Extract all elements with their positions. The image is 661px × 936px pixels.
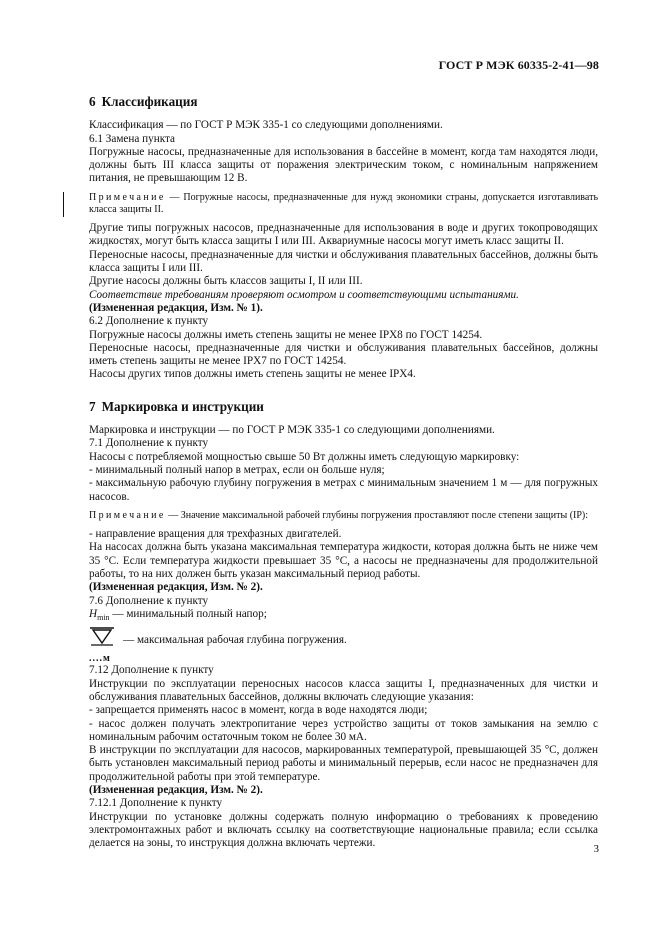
s7-paragraph: Инструкции по установке должны содержать полную информацию о требованиях к проведению электромонтажных работ и включать ссылку на соответствующие национальные правила; если ссылка делается на зоны, то инструкция должна включать чертежи. [89,810,598,850]
s6-clause-6-1: 6.1 Замена пункта [89,132,175,145]
hmin-subscript: min [97,613,110,623]
s7-list-item: - насос должен получать электропитание через устройство защиты от токов замыкания на землю с номинальным рабочим остаточным током не более 30 мА. [89,717,598,743]
page-number: 3 [593,843,599,855]
section-6-heading [89,95,598,108]
page-content [89,95,598,851]
s7-intro: Маркировка и инструкции — по ГОСТ Р МЭК 335-1 со следующими дополнениями. [89,424,495,437]
s6-note-label: Примечание [89,191,166,203]
hmin-letter: H [89,607,98,620]
s7-amendment: (Измененная редакция, Изм. № 2). [89,784,263,797]
section-7-heading [89,400,598,413]
standard-header: ГОСТ Р МЭК 60335-2-41—98 [438,58,599,72]
s7-clause-7-6: 7.6 Дополнение к пункту [89,594,209,607]
s6-intro: Классификация — по ГОСТ Р МЭК 335-1 со следующими дополнениями. [89,119,443,132]
s6-paragraph: Переносные насосы, предназначенные для чистки и обслуживания плавательных бассейнов, должны иметь степень защиты не менее IPX7 по ГОСТ 14254. [89,341,598,368]
hmin-text: — минимальный полный напор; [109,607,267,620]
s7-amendment: (Измененная редакция, Изм. № 2). [89,581,263,594]
s7-note-text: — Значение максимальной рабочей глубины погружения проставляют после степени защиты (IP): [165,509,589,521]
s7-list-item: - направление вращения для трехфазных двигателей. [89,528,342,541]
s7-clause-7-1: 7.1 Дополнение к пункту [89,437,209,450]
s6-amendment: (Измененная редакция, Изм. № 1). [89,301,263,314]
s7-paragraph: В инструкции по эксплуатации для насосов, маркированных температурой, превышающей 35 °С, должен быть установлен максимальный период работы и минимальный перерыв, если насос не предназначен для продолжительной работы при этой температуре. [89,744,598,783]
s7-list-item: - максимальную рабочую глубину погружения в метрах с минимальным значением 1 м — для погружных насосов. [89,477,598,503]
depth-symbol-row [89,624,598,665]
s7-note [89,510,598,522]
s7-paragraph: На насосах должна быть указана максимальная температура жидкости, которая должна быть не ниже чем 35 °С. Если температура жидкости превышает 35 °С, а насосы не предназначены для продолжительной работы, то на них должен быть указан максимальный период работы. [89,541,598,580]
hmin-line [89,608,598,625]
s6-paragraph: Другие типы погружных насосов, предназначенные для использования в воде и других токопроводящих жидкостях, могут быть класса защиты I или III. Аквариумные насосы могут иметь класс защиты II. [89,222,598,248]
s6-paragraph: Другие насосы должны быть классов защиты I, II или III. [89,275,363,288]
s6-paragraph: Переносные насосы, предназначенные для чистки и обслуживания плавательных бассейнов, должны быть класса защиты I или III. [89,248,598,275]
s6-paragraph: Погружные насосы должны иметь степень защиты не менее IPX8 по ГОСТ 14254. [89,328,483,341]
section-7-title: Маркировка и инструкции [101,398,264,414]
s7-list-item: - запрещается применять насос в момент, когда в воде находятся люди; [89,704,428,717]
section-6-number: 6 [89,94,96,109]
change-bar [63,192,64,217]
section-6-title: Классификация [101,94,198,109]
s6-paragraph: Погружные насосы, предназначенные для использования в бассейне в момент, когда там находятся люди, должны быть III класса защиты от поражения электрическим током, с номинальным напряжением питания, не превышающим 12 В. [89,145,598,185]
hmin-symbol [89,607,110,623]
s6-paragraph: Насосы других типов должны иметь степень защиты не менее IPX4. [89,368,416,381]
section-7-number: 7 [89,398,96,414]
s7-clause-7-12: 7.12 Дополнение к пункту [89,664,214,677]
s6-note-text: — Погружные насосы, предназначенные для нужд экономики страны, допускается изготавливать класса защиты II. [89,191,598,215]
s6-note [89,192,598,216]
depth-dots: ....м [89,653,111,665]
s7-list-item: - минимальный полный напор в метрах, если он больше нуля; [89,463,385,476]
s7-paragraph: Инструкции по эксплуатации переносных насосов класса защиты I, предназначенных для чистки и обслуживания плавательных бассейнов, должны включать следующие указания: [89,677,598,703]
s7-paragraph: Насосы с потребляемой мощностью свыше 50 Вт должны иметь следующую маркировку: [89,450,520,463]
s6-compliance: Соответствие требованиям проверяют осмотром и соответствующими испытаниями. [89,288,519,301]
depth-text: — максимальная рабочая глубина погружения. [123,634,347,647]
s7-note-label: Примечание [89,509,166,521]
s7-clause-7-12-1: 7.12.1 Дополнение к пункту [89,797,223,810]
s6-clause-6-2: 6.2 Дополнение к пункту [89,315,209,328]
